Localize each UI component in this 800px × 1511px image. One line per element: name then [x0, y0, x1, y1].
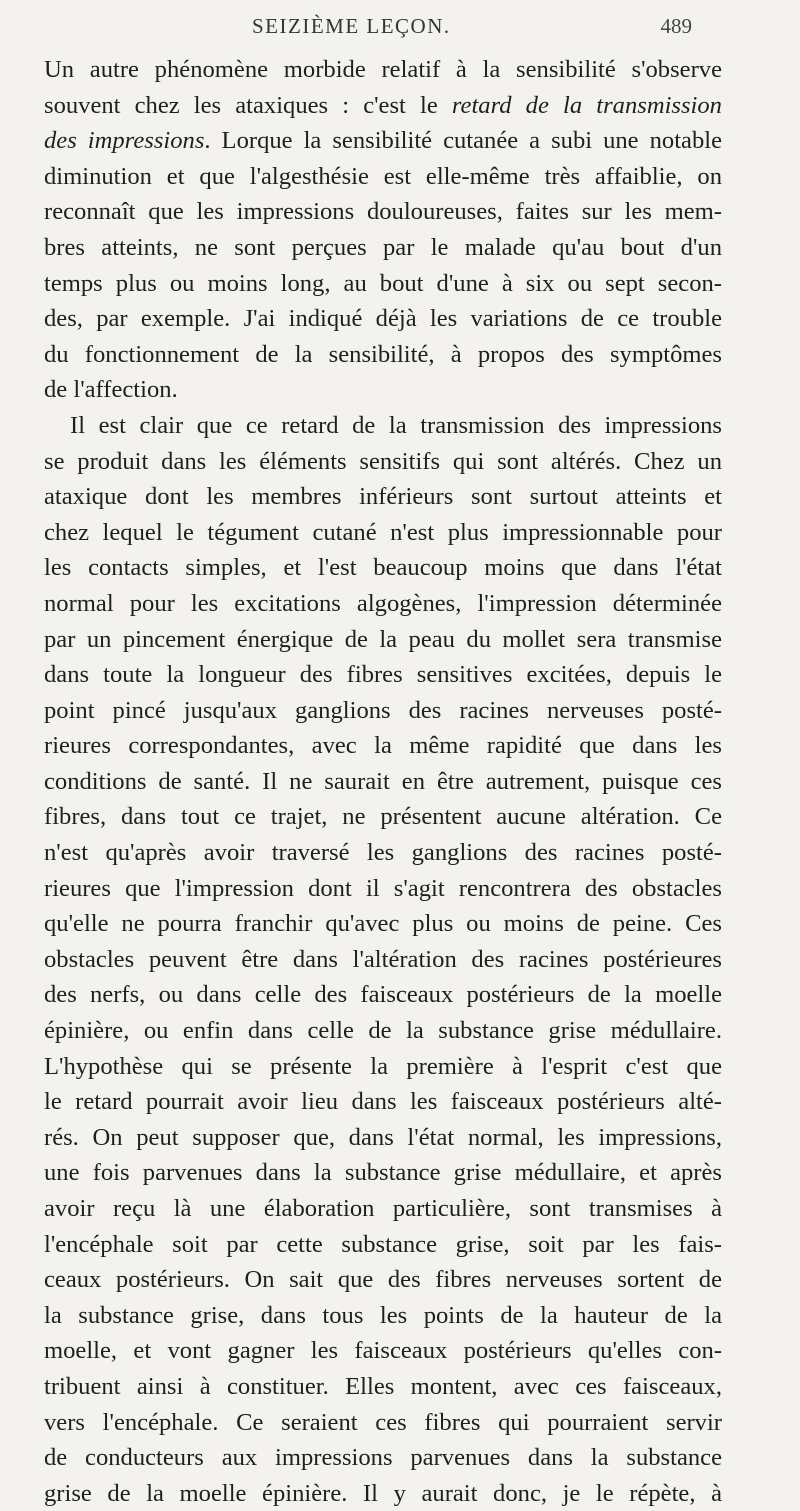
- text-line: ataxique dont les membres inférieurs sont surtout atteints et: [44, 483, 722, 511]
- text-line: grise de la moelle épinière. Il y aurait donc, je le répète, à: [44, 1479, 722, 1507]
- text-line: avoir reçu là une élaboration particulière, sont transmises à: [44, 1195, 722, 1222]
- text-line: se produit dans les éléments sensitifs qui sont altérés. Chez un: [44, 447, 722, 475]
- running-header-title: SEIZIÈME LEÇON.: [252, 14, 451, 38]
- text-line: la substance grise, dans tous les points de la hauteur de la: [44, 1301, 722, 1329]
- text-line: souvent chez les ataxiques : c'est le retard de la transmission: [44, 91, 722, 119]
- running-header: [0, 14, 800, 44]
- page-number: 489: [660, 14, 692, 38]
- text-line: rieures que l'impression dont il s'agit rencontrera des obstacles: [44, 874, 722, 902]
- text-line: rés. On peut supposer que, dans l'état normal, les impressions,: [44, 1123, 722, 1151]
- text-line: des impressions. Lorque la sensibilité cutanée a subi une notable: [44, 127, 722, 155]
- text-line: conditions de santé. Il ne saurait en être autrement, puisque ces: [44, 767, 722, 795]
- text-line: n'est qu'après avoir traversé les ganglions des racines posté-: [44, 839, 722, 867]
- text-line: normal pour les excitations algogènes, l'impression déterminée: [44, 589, 722, 617]
- italic-phrase: retard de la transmission: [451, 91, 722, 119]
- text-line: une fois parvenues dans la substance grise médullaire, et après: [44, 1159, 722, 1187]
- text-line: l'encéphale soit par cette substance grise, soit par les fais-: [44, 1230, 722, 1258]
- italic-phrase: des impressions: [44, 127, 205, 155]
- text-line: les contacts simples, et l'est beaucoup moins que dans l'état: [44, 554, 722, 582]
- text-line: dans toute la longueur des fibres sensitives excitées, depuis le: [44, 661, 722, 689]
- text-line: de l'affection.: [44, 376, 178, 404]
- text-line: diminution et que l'algesthésie est elle-même très affaiblie, on: [44, 162, 722, 190]
- text-line: moelle, et vont gagner les faisceaux postérieurs qu'elles con-: [44, 1337, 722, 1365]
- text-line: vers l'encéphale. Ce seraient ces fibres qui pourraient servir: [44, 1408, 722, 1436]
- text-line: de conducteurs aux impressions parvenues dans la substance: [44, 1444, 722, 1472]
- text-line: épinière, ou enfin dans celle de la substance grise médullaire.: [44, 1017, 722, 1045]
- text-line: tribuent ainsi à constituer. Elles montent, avec ces faisceaux,: [44, 1372, 722, 1400]
- text-line: des, par exemple. J'ai indiqué déjà les variations de ce trouble: [44, 305, 722, 333]
- text-line: Un autre phénomène morbide relatif à la sensibilité s'observe: [44, 56, 722, 83]
- text-line: temps plus ou moins long, au bout d'une à six ou sept secon-: [44, 269, 722, 297]
- text-line: bres atteints, ne sont perçues par le malade qu'au bout d'un: [44, 233, 722, 261]
- text-line: reconnaît que les impressions douloureuses, faites sur les mem-: [44, 198, 722, 226]
- body-text: [44, 52, 722, 1511]
- text-line: le retard pourrait avoir lieu dans les faisceaux postérieurs alté-: [44, 1088, 722, 1116]
- text-line: qu'elle ne pourra franchir qu'avec plus ou moins de peine. Ces: [44, 910, 722, 938]
- text-line: des nerfs, ou dans celle des faisceaux postérieurs de la moelle: [44, 981, 722, 1009]
- text-line: point pincé jusqu'aux ganglions des racines nerveuses posté-: [44, 696, 722, 724]
- text-line: obstacles peuvent être dans l'altération des racines postérieures: [44, 945, 722, 973]
- text-line: par un pincement énergique de la peau du mollet sera transmise: [44, 625, 722, 653]
- text-line: du fonctionnement de la sensibilité, à propos des symptômes: [44, 340, 722, 368]
- text-line: Il est clair que ce retard de la transmission des impressions: [70, 411, 722, 439]
- text-line: chez lequel le tégument cutané n'est plus impressionnable pour: [44, 518, 722, 546]
- text-line: L'hypothèse qui se présente la première à l'esprit c'est que: [44, 1052, 722, 1080]
- text-line: rieures correspondantes, avec la même rapidité que dans les: [44, 732, 722, 760]
- text-line: ceaux postérieurs. On sait que des fibres nerveuses sortent de: [44, 1266, 722, 1294]
- text-line: fibres, dans tout ce trajet, ne présentent aucune altération. Ce: [44, 803, 722, 831]
